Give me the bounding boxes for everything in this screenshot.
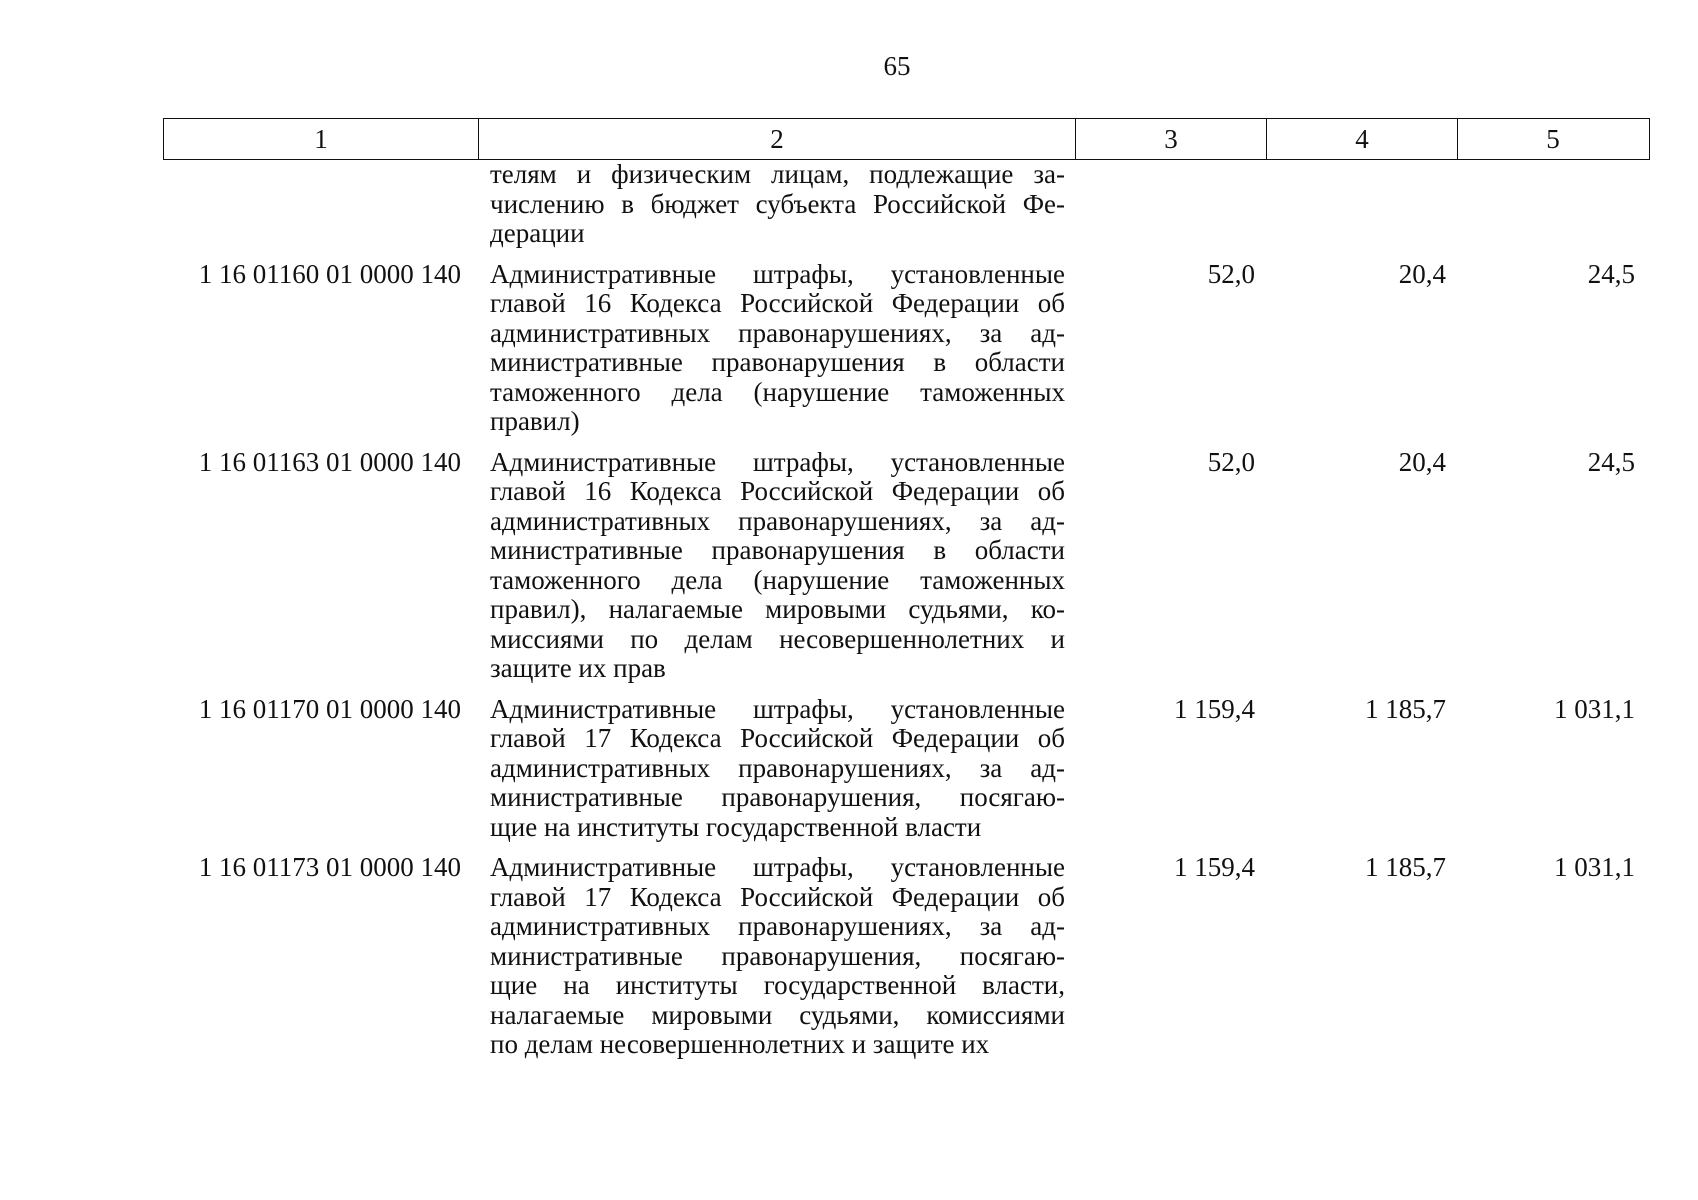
name-text-line: щие на институты государственной власти, [490,970,1065,1000]
amount-col4-cell [1266,160,1457,249]
budget-code-cell: 1 16 01170 01 0000 140 [198,693,461,724]
revenue-name-cell [478,260,1075,437]
name-text-line: министративные правонарушения в области [490,347,1065,377]
name-text-line: миссиями по делам несовершеннолетних и [490,623,1065,654]
page-number: 65 [883,51,911,81]
name-text-line: дерации [490,218,585,248]
revenue-name-cell [478,853,1075,1060]
revenue-name-cell [478,160,1075,249]
name-text-line: Административные штрафы, установленные [490,258,1065,289]
name-text-line: Административные штрафы, установленные [490,852,1065,882]
amount-col5-cell: 24,5 [1587,258,1635,289]
name-text-line: числению в бюджет субъекта Российской Фе- [490,188,1065,219]
budget-code-cell: 1 16 01173 01 0000 140 [198,852,461,882]
budget-code-cell [163,160,478,249]
name-text-line: административных правонарушениях, за ад- [490,317,1065,348]
name-text-line: таможенного дела (нарушение таможенных [490,376,1065,407]
name-text-line: по делам несовершеннолетних и защите их [490,1029,990,1059]
table-body [163,160,1650,1060]
name-text-line: административных правонарушениях, за ад- [490,752,1065,783]
amount-col3-cell: 1 159,4 [1174,852,1255,882]
name-text-line: телям и физическим лицам, подлежащие за- [490,159,1065,189]
name-text-line: налагаемые мировыми судьями, комиссиями [490,999,1065,1030]
column-header-1: 1 [164,119,479,159]
name-text-line: административных правонарушениях, за ад- [490,911,1065,941]
table-row [163,160,1650,249]
name-text-line: главой 16 Кодекса Российской Федерации об [490,288,1065,318]
amount-col3-cell: 52,0 [1207,446,1255,477]
amount-col4-cell: 20,4 [1398,258,1446,289]
revenue-name-cell [478,695,1075,843]
table-row [163,695,1650,843]
name-text-line: правил), налагаемые мировыми судьями, ко- [490,594,1065,624]
budget-code-cell: 1 16 01160 01 0000 140 [198,258,461,289]
amount-col5-cell: 1 031,1 [1554,852,1635,882]
name-text-line: министративные правонарушения, посягаю- [490,782,1065,812]
name-text-line: главой 17 Кодекса Российской Федерации об [490,723,1065,753]
amount-col5-cell [1457,160,1647,249]
revenue-name-cell [478,448,1075,684]
name-text-line: главой 17 Кодекса Российской Федерации об [490,881,1065,912]
amount-col4-cell: 1 185,7 [1365,852,1446,882]
table-column-header-row [163,118,1650,160]
column-header-3: 3 [1076,119,1267,159]
budget-code-cell: 1 16 01163 01 0000 140 [198,446,461,477]
name-text-line: административных правонарушениях, за ад- [490,505,1065,536]
name-text-line: главой 16 Кодекса Российской Федерации об [490,476,1065,506]
name-text-line: министративные правонарушения, посягаю- [490,940,1065,971]
amount-col3-cell: 52,0 [1207,258,1255,289]
amount-col5-cell: 24,5 [1587,446,1635,477]
column-header-2: 2 [479,119,1076,159]
name-text-line: таможенного дела (нарушение таможенных [490,564,1065,595]
amount-col3-cell: 1 159,4 [1174,693,1255,724]
amount-col4-cell: 1 185,7 [1365,693,1446,724]
column-header-5: 5 [1546,124,1560,154]
table-row [163,448,1650,684]
name-text-line: Административные штрафы, установленные [490,693,1065,724]
amount-col5-cell: 1 031,1 [1554,693,1635,724]
column-header-4: 4 [1267,119,1458,159]
table-row [163,260,1650,437]
table-row [163,853,1650,1060]
name-text-line: министративные правонарушения в области [490,535,1065,565]
name-text-line: защите их прав [490,653,666,683]
name-text-line: щие на институты государственной власти [490,811,982,842]
name-text-line: правил) [490,406,580,436]
amount-col3-cell [1075,160,1266,249]
name-text-line: Административные штрафы, установленные [490,446,1065,477]
amount-col4-cell: 20,4 [1398,446,1446,477]
